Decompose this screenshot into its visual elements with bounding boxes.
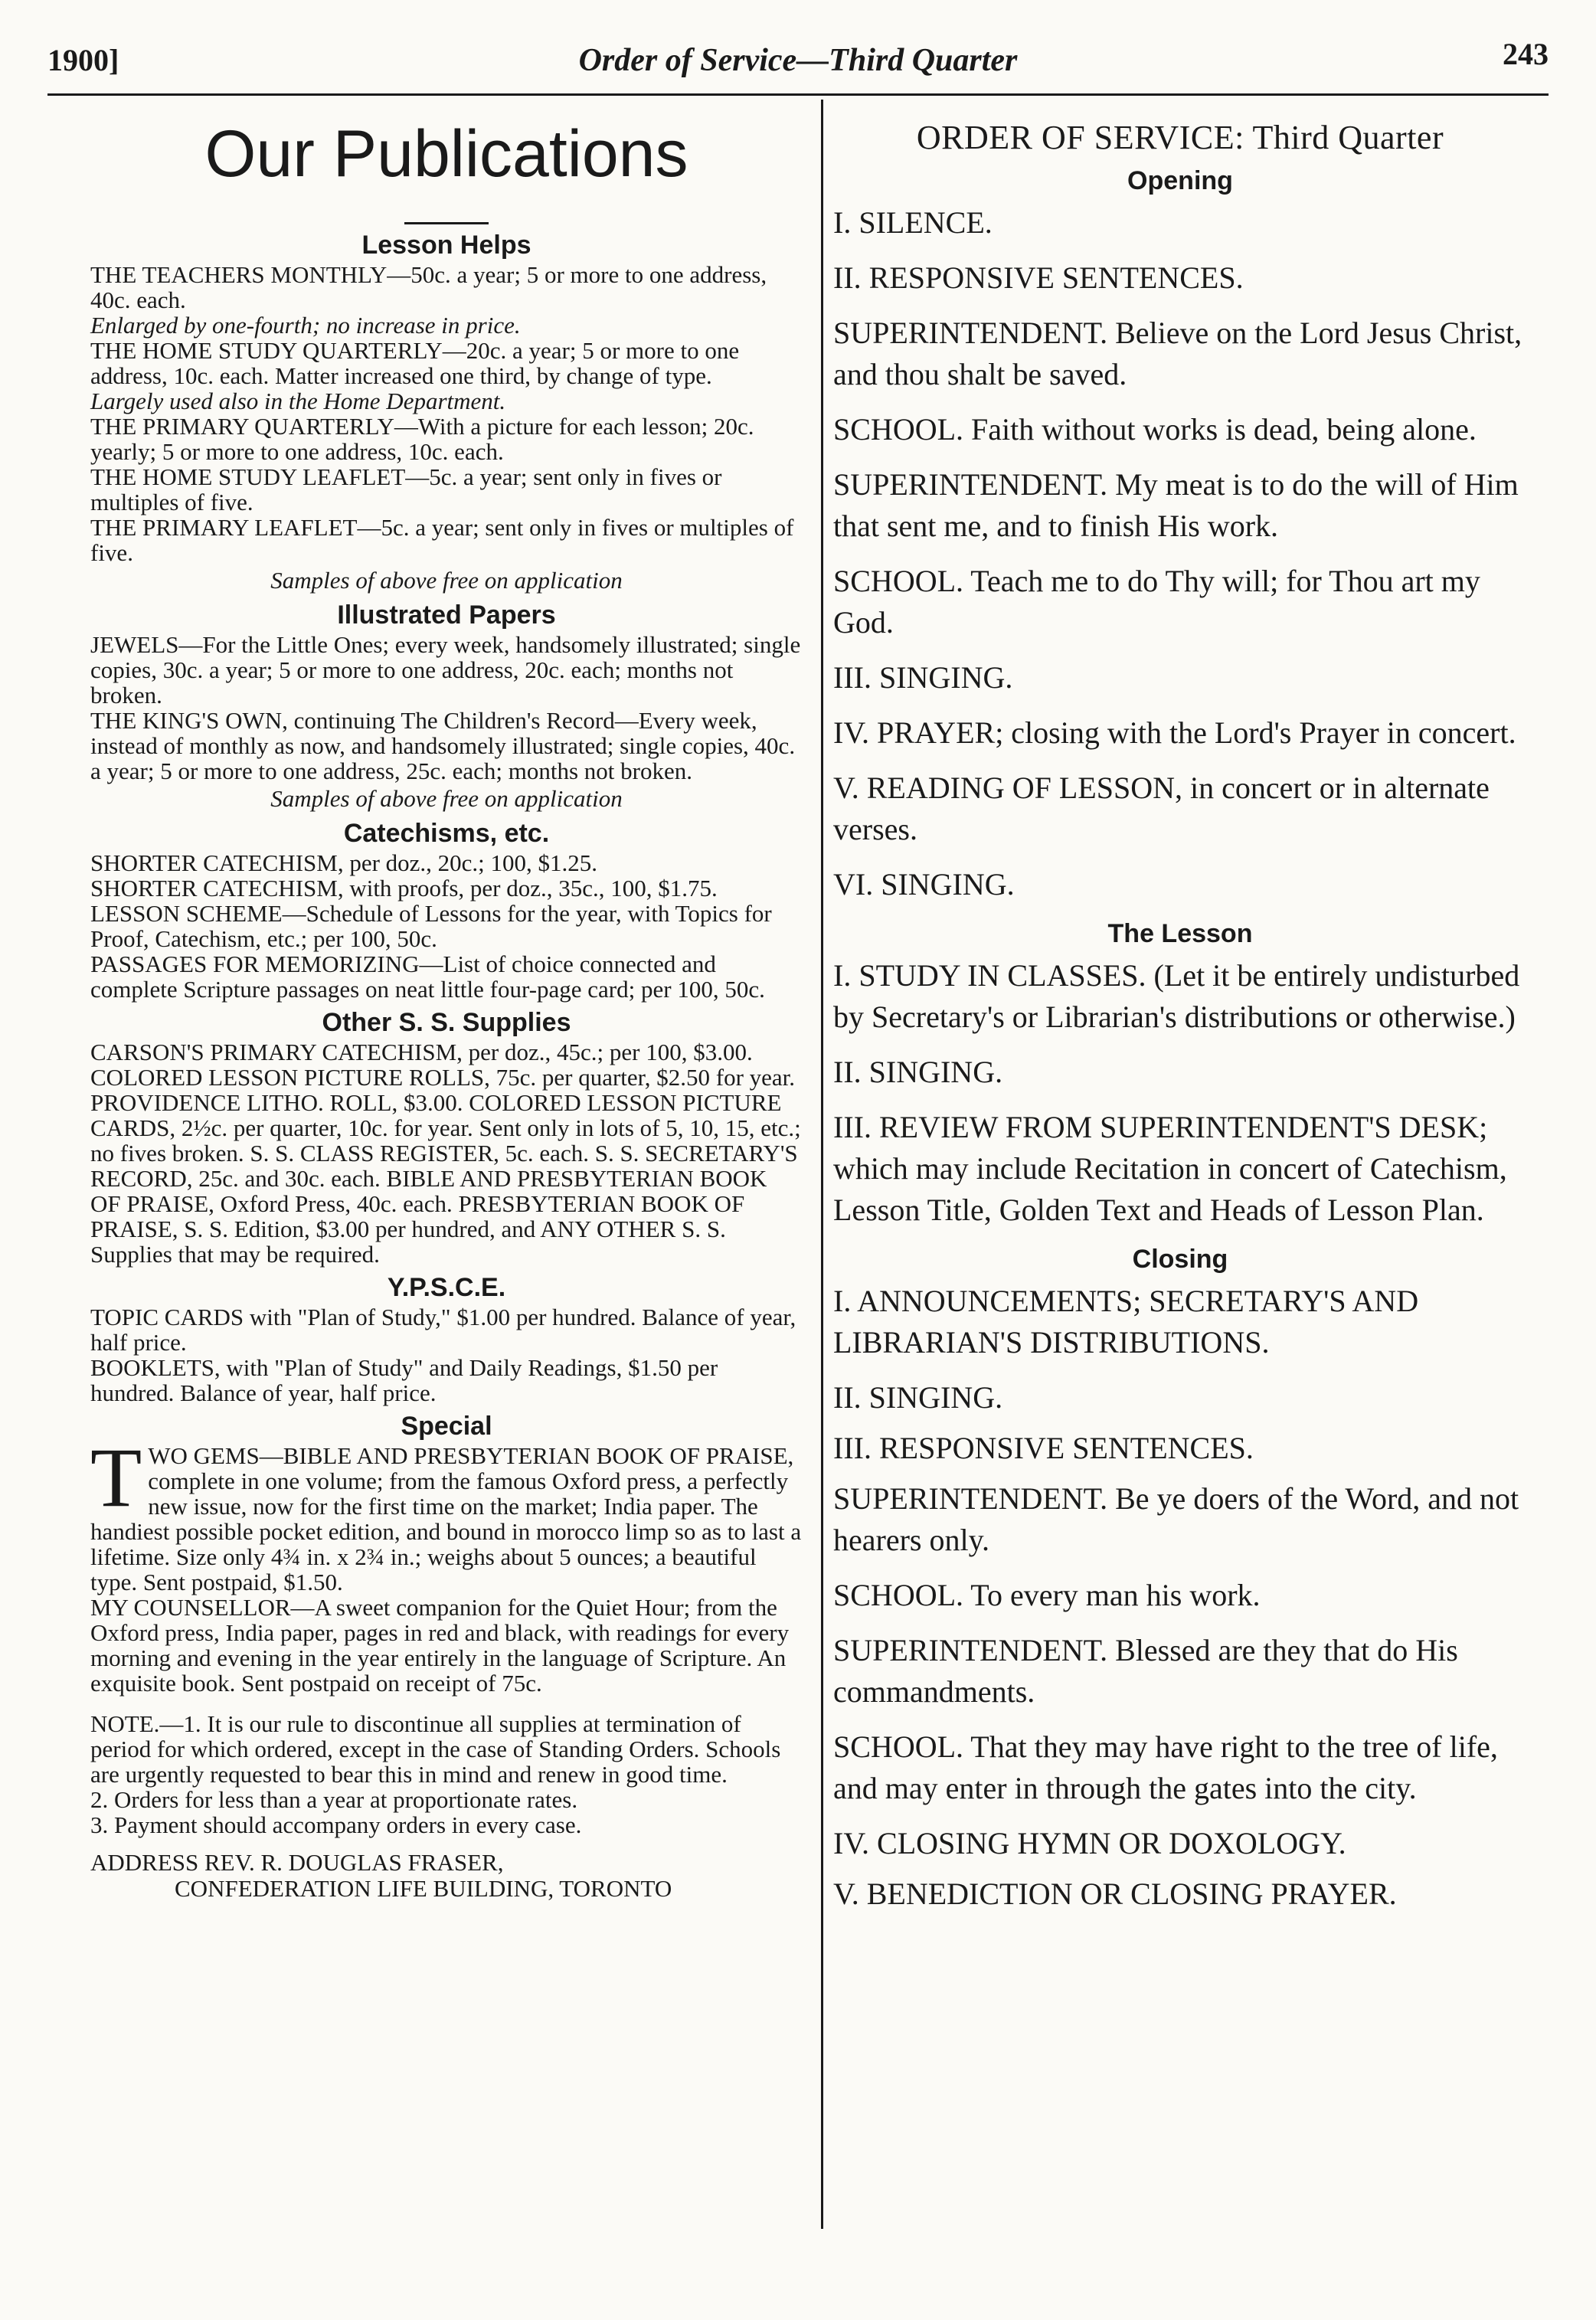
- service-item: II. SINGING.: [833, 1380, 1003, 1415]
- page-header: [47, 37, 1549, 96]
- paragraph: Enlarged by one-fourth; no increase in price.: [90, 312, 521, 339]
- paragraph: CARSON'S PRIMARY CATECHISM, per doz., 45c.; per 100, $3.00. COLORED LESSON PICTURE ROLLS, 75c. per quarter, $2.50 for year. PROVIDENCE LITHO. ROLL, $3.00. COLORED LESSON PICTURE CARDS, 2½c. per quarter, 10c. for year. Sent only in lots of 5, 10, 15, etc.; no fives broken. S. S. CLASS REGISTER, 5c. each. S. S. SECRETARY'S RECORD, 25c. and 30c. each. BIBLE AND PRESBYTERIAN BOOK OF PRAISE, Oxford Press, 40c. each. PRESBYTERIAN BOOK OF PRAISE, S. S. Edition, $3.00 per hundred, and ANY OTHER S. S. Supplies that may be required.: [90, 1039, 801, 1268]
- address-block: [90, 1850, 803, 1902]
- service-item: SUPERINTENDENT. Believe on the Lord Jesus Christ, and thou shalt be saved.: [833, 316, 1522, 391]
- notes-block: [90, 1711, 803, 1837]
- service-item: IV. PRAYER; closing with the Lord's Prayer in concert.: [833, 715, 1516, 750]
- column-rule: [821, 100, 823, 2229]
- note-line: NOTE.—1. It is our rule to discontinue all supplies at termination of period for which ordered, except in the case of Standing Orders. Schools are urgently requested to bear this in mind and renew in good time.: [90, 1710, 781, 1788]
- service-item: I. ANNOUNCEMENTS; SECRETARY'S AND LIBRARIAN'S DISTRIBUTIONS.: [833, 1284, 1419, 1360]
- header-rule: [47, 93, 1549, 96]
- page-number: 243: [1503, 37, 1549, 71]
- closing-heading: Closing: [1132, 1245, 1228, 1274]
- service-item: I. STUDY IN CLASSES. (Let it be entirely undisturbed by Secretary's or Librarian's distributions or otherwise.): [833, 958, 1520, 1034]
- service-item: SUPERINTENDENT. Blessed are they that do His commandments.: [833, 1633, 1458, 1709]
- paragraph: BOOKLETS, with "Plan of Study" and Daily Readings, $1.50 per hundred. Balance of year, half price.: [90, 1354, 718, 1406]
- publications-title: Our Publications: [204, 117, 688, 191]
- service-item: IV. CLOSING HYMN OR DOXOLOGY.: [833, 1826, 1346, 1860]
- paragraph: LESSON SCHEME—Schedule of Lessons for the year, with Topics for Proof, Catechism, etc.; per 100, 50c.: [90, 900, 772, 952]
- service-item: V. READING OF LESSON, in concert or in alternate verses.: [833, 771, 1490, 846]
- special-two-gems: [90, 1431, 803, 1595]
- service-item: III. SINGING.: [833, 660, 1013, 695]
- paragraph: THE PRIMARY QUARTERLY—With a picture for each lesson; 20c. yearly; 5 or more to one address, 10c. each.: [90, 413, 754, 465]
- paragraph: THE HOME STUDY LEAFLET—5c. a year; sent only in fives or multiples of five.: [90, 463, 722, 515]
- service-item: VI. SINGING.: [833, 867, 1015, 901]
- paragraph: MY COUNSELLOR—A sweet companion for the Quiet Hour; from the Oxford press, India paper, pages in red and black, with readings for every morning and evening in the year entirely in the language of Scripture. An exquisite book. Sent postpaid on receipt of 75c.: [90, 1594, 790, 1697]
- section-heading-ypsce: Y.P.S.C.E.: [387, 1273, 506, 1302]
- order-of-service-column: [833, 115, 1527, 1924]
- service-item: III. REVIEW FROM SUPERINTENDENT'S DESK; which may include Recitation in concert of Catechism, Lesson Title, Golden Text and Heads of Lesson Plan.: [833, 1110, 1507, 1227]
- paragraph: WO GEMS—BIBLE AND PRESBYTERIAN BOOK OF PRAISE, complete in one volume; from the famous Oxford press, a perfectly new issue, now for the first time on the market; India paper. The handiest possible pocket edition, and bound in morocco limp so as to last a lifetime. Size only 4¾ in. x 2¾ in.; weighs about 5 ounces; a beautiful type. Sent postpaid, $1.50.: [90, 1442, 802, 1595]
- publications-column: [90, 115, 803, 1902]
- paragraph: SHORTER CATECHISM, with proofs, per doz., 35c., 100, $1.75.: [90, 875, 718, 901]
- paragraph: TOPIC CARDS with "Plan of Study," $1.00 per hundred. Balance of year, half price.: [90, 1304, 796, 1356]
- service-item: SUPERINTENDENT. My meat is to do the will of Him that sent me, and to finish His work.: [833, 467, 1519, 543]
- section-heading-special: Special: [401, 1412, 492, 1441]
- service-item: SCHOOL. Faith without works is dead, being alone.: [833, 412, 1477, 447]
- service-item: SCHOOL. That they may have right to the tree of life, and may enter in through the gates into the city.: [833, 1729, 1498, 1805]
- title-rule: [404, 222, 489, 224]
- paragraph: PASSAGES FOR MEMORIZING—List of choice connected and complete Scripture passages on neat little four-page card; per 100, 50c.: [90, 951, 765, 1003]
- service-item: V. BENEDICTION OR CLOSING PRAYER.: [833, 1877, 1397, 1911]
- paragraph: Largely used also in the Home Department.: [90, 388, 506, 414]
- paragraph: THE KING'S OWN, continuing The Children's Record—Every week, instead of monthly as now, and handsomely illustrated; single copies, 40c. a year; 5 or more to one address, 25c. each; months not broken.: [90, 707, 796, 784]
- paragraph: THE HOME STUDY QUARTERLY—20c. a year; 5 or more to one address, 10c. each. Matter increased one third, by change of type.: [90, 337, 740, 389]
- samples-note: Samples of above free on application: [270, 785, 623, 812]
- section-heading-illustrated-papers: Illustrated Papers: [337, 600, 556, 630]
- lesson-heading: The Lesson: [1107, 919, 1253, 948]
- service-item: I. SILENCE.: [833, 205, 993, 240]
- paragraph: SHORTER CATECHISM, per doz., 20c.; 100, $1.25.: [90, 849, 598, 876]
- opening-heading: Opening: [1127, 166, 1233, 195]
- section-heading-catechisms: Catechisms, etc.: [343, 819, 550, 848]
- order-title: ORDER OF SERVICE: Third Quarter: [916, 119, 1444, 156]
- service-item: SCHOOL. Teach me to do Thy will; for Thou art my God.: [833, 564, 1480, 640]
- service-item: SCHOOL. To every man his work.: [833, 1578, 1261, 1612]
- service-item: SUPERINTENDENT. Be ye doers of the Word, and not hearers only.: [833, 1481, 1519, 1557]
- note-line: 3. Payment should accompany orders in every case.: [90, 1811, 582, 1838]
- header-title: Order of Service—Third Quarter: [578, 43, 1018, 78]
- samples-note: Samples of above free on application: [270, 567, 623, 594]
- header-year: 1900]: [47, 43, 119, 77]
- section-heading-other-supplies: Other S. S. Supplies: [322, 1008, 571, 1037]
- paragraph: JEWELS—For the Little Ones; every week, handsomely illustrated; single copies, 30c. a year; 5 or more to one address, 20c. each; months not broken.: [90, 631, 801, 708]
- address-line: CONFEDERATION LIFE BUILDING, TORONTO: [175, 1875, 672, 1902]
- address-line: ADDRESS REV. R. DOUGLAS FRASER,: [90, 1849, 504, 1876]
- note-line: 2. Orders for less than a year at proportionate rates.: [90, 1786, 578, 1813]
- paragraph: THE TEACHERS MONTHLY—50c. a year; 5 or more to one address, 40c. each.: [90, 261, 767, 313]
- drop-cap: T: [90, 1431, 142, 1524]
- service-item: III. RESPONSIVE SENTENCES.: [833, 1431, 1254, 1465]
- section-heading-lesson-helps: Lesson Helps: [361, 231, 531, 260]
- service-item: II. SINGING.: [833, 1055, 1003, 1089]
- service-item: II. RESPONSIVE SENTENCES.: [833, 260, 1244, 295]
- paragraph: THE PRIMARY LEAFLET—5c. a year; sent only in fives or multiples of five.: [90, 514, 794, 566]
